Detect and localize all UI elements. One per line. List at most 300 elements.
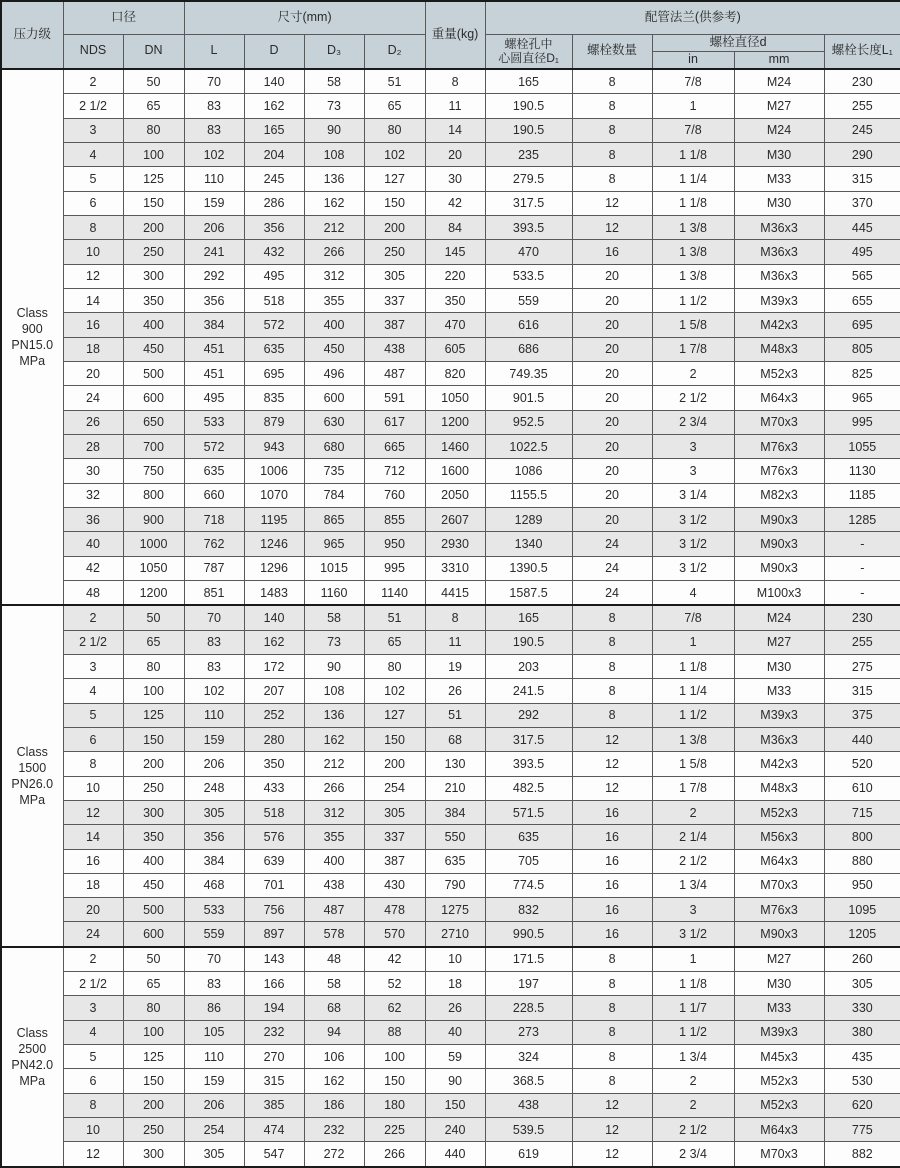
- cell: 20: [572, 410, 652, 434]
- cell: 430: [364, 873, 425, 897]
- cell: 245: [244, 167, 304, 191]
- cell: 7/8: [652, 118, 734, 142]
- cell: 20: [572, 459, 652, 483]
- cell: 350: [244, 752, 304, 776]
- cell: 312: [304, 800, 364, 824]
- table-row: [1, 94, 900, 118]
- cell: 433: [244, 776, 304, 800]
- cell: 58: [304, 69, 364, 94]
- cell: 1205: [824, 922, 900, 947]
- cell: 355: [304, 288, 364, 312]
- table-row: [1, 507, 900, 531]
- cell: M39x3: [734, 1020, 824, 1044]
- cell: 695: [244, 361, 304, 385]
- cell: 73: [304, 630, 364, 654]
- cell: 12: [63, 264, 123, 288]
- cell: 280: [244, 727, 304, 751]
- cell: 1200: [123, 580, 184, 605]
- table-row: [1, 1093, 900, 1117]
- cell: 51: [364, 69, 425, 94]
- table-row: [1, 1118, 900, 1142]
- cell: 518: [244, 288, 304, 312]
- cell: 1070: [244, 483, 304, 507]
- cell: M76x3: [734, 898, 824, 922]
- table-row: [1, 434, 900, 458]
- cell: M36x3: [734, 215, 824, 239]
- cell: 8: [572, 972, 652, 996]
- cell: 266: [304, 776, 364, 800]
- cell: 8: [63, 215, 123, 239]
- cell: 212: [304, 215, 364, 239]
- cell: 2 1/4: [652, 825, 734, 849]
- cell: 686: [485, 337, 572, 361]
- cell: 230: [824, 69, 900, 94]
- cell: 94: [304, 1020, 364, 1044]
- cell: 393.5: [485, 215, 572, 239]
- cell: 80: [123, 996, 184, 1020]
- cell: 451: [184, 361, 244, 385]
- cell: 4: [63, 679, 123, 703]
- cell: 639: [244, 849, 304, 873]
- cell: 10: [63, 1118, 123, 1142]
- cell: 14: [425, 118, 485, 142]
- cell: 1022.5: [485, 434, 572, 458]
- cell: 150: [123, 191, 184, 215]
- cell: 40: [63, 532, 123, 556]
- cell: 206: [184, 752, 244, 776]
- cell: M30: [734, 654, 824, 678]
- cell: 165: [244, 118, 304, 142]
- cell: 1200: [425, 410, 485, 434]
- cell: M27: [734, 630, 824, 654]
- table-row: [1, 240, 900, 264]
- cell: 18: [425, 972, 485, 996]
- cell: 3310: [425, 556, 485, 580]
- cell: 2 1/2: [63, 630, 123, 654]
- cell: 10: [63, 240, 123, 264]
- cell: 2930: [425, 532, 485, 556]
- cell: M90x3: [734, 507, 824, 531]
- pressure-class-line: Class: [16, 745, 48, 760]
- cell: 10: [425, 947, 485, 972]
- cell: 270: [244, 1045, 304, 1069]
- cell: 16: [572, 898, 652, 922]
- cell: 10: [63, 776, 123, 800]
- cell: 254: [184, 1118, 244, 1142]
- cell: 51: [364, 605, 425, 630]
- cell: 650: [123, 410, 184, 434]
- cell: 943: [244, 434, 304, 458]
- cell: 495: [244, 264, 304, 288]
- cell: 150: [364, 1069, 425, 1093]
- cell: M30: [734, 972, 824, 996]
- cell: 701: [244, 873, 304, 897]
- cell: 20: [572, 507, 652, 531]
- cell: 50: [123, 69, 184, 94]
- cell: 24: [572, 580, 652, 605]
- pressure-class-line: PN15.0: [11, 338, 54, 353]
- cell: 1 5/8: [652, 752, 734, 776]
- cell: 4: [63, 1020, 123, 1044]
- cell: 337: [364, 288, 425, 312]
- cell: 65: [364, 94, 425, 118]
- cell: 695: [824, 313, 900, 337]
- cell: 1050: [123, 556, 184, 580]
- cell: 1 1/8: [652, 972, 734, 996]
- cell: M52x3: [734, 361, 824, 385]
- cell: 712: [364, 459, 425, 483]
- table-row: [1, 483, 900, 507]
- cell: 787: [184, 556, 244, 580]
- cell: M64x3: [734, 849, 824, 873]
- cell: 102: [184, 142, 244, 166]
- cell: 166: [244, 972, 304, 996]
- cell: 368.5: [485, 1069, 572, 1093]
- cell: 162: [244, 630, 304, 654]
- cell: 20: [63, 898, 123, 922]
- cell: 1140: [364, 580, 425, 605]
- cell: 387: [364, 849, 425, 873]
- cell: 616: [485, 313, 572, 337]
- cell: 150: [364, 191, 425, 215]
- cell: 1155.5: [485, 483, 572, 507]
- cell: 272: [304, 1142, 364, 1167]
- cell: 2 1/2: [652, 849, 734, 873]
- cell: 605: [425, 337, 485, 361]
- cell: 2: [63, 605, 123, 630]
- cell: 235: [485, 142, 572, 166]
- cell: 635: [425, 849, 485, 873]
- table-row: [1, 191, 900, 215]
- cell: 90: [304, 118, 364, 142]
- cell: 995: [364, 556, 425, 580]
- cell: 12: [572, 1093, 652, 1117]
- cell: 2 3/4: [652, 410, 734, 434]
- cell: 59: [425, 1045, 485, 1069]
- cell: 203: [485, 654, 572, 678]
- table-row: [1, 898, 900, 922]
- cell: 4: [652, 580, 734, 605]
- cell: 1160: [304, 580, 364, 605]
- cell: 1600: [425, 459, 485, 483]
- cell: 705: [485, 849, 572, 873]
- cell: 80: [364, 654, 425, 678]
- cell: 2 1/2: [63, 94, 123, 118]
- cell: 16: [572, 240, 652, 264]
- cell: 384: [184, 313, 244, 337]
- cell: M30: [734, 142, 824, 166]
- pressure-class-line: PN26.0: [11, 777, 54, 792]
- cell: 756: [244, 898, 304, 922]
- cell: 40: [425, 1020, 485, 1044]
- cell: 1 1/8: [652, 142, 734, 166]
- cell: 194: [244, 996, 304, 1020]
- cell: 52: [364, 972, 425, 996]
- cell: 3: [652, 459, 734, 483]
- cell: 26: [425, 679, 485, 703]
- cell: 68: [304, 996, 364, 1020]
- cell: 102: [364, 679, 425, 703]
- cell: 305: [184, 800, 244, 824]
- cell: 165: [485, 605, 572, 630]
- cell: 26: [63, 410, 123, 434]
- cell: 20: [572, 313, 652, 337]
- cell: 12: [572, 752, 652, 776]
- cell: 48: [304, 947, 364, 972]
- cell: 232: [244, 1020, 304, 1044]
- cell: 474: [244, 1118, 304, 1142]
- cell: 8: [572, 118, 652, 142]
- cell: 90: [425, 1069, 485, 1093]
- header-bolt-qty: 螺栓数量: [572, 34, 652, 69]
- cell: 2: [63, 69, 123, 94]
- cell: 20: [572, 337, 652, 361]
- cell: 105: [184, 1020, 244, 1044]
- header-dn: DN: [123, 34, 184, 69]
- cell: 533: [184, 898, 244, 922]
- header-caliber-group: 口径: [63, 1, 184, 34]
- table-row: [1, 167, 900, 191]
- cell: 16: [572, 922, 652, 947]
- cell: 2: [63, 947, 123, 972]
- cell: 1000: [123, 532, 184, 556]
- cell: 8: [572, 94, 652, 118]
- cell: 805: [824, 337, 900, 361]
- table-row: [1, 873, 900, 897]
- table-row: [1, 849, 900, 873]
- cell: 370: [824, 191, 900, 215]
- cell: 162: [304, 727, 364, 751]
- cell: 100: [123, 679, 184, 703]
- table-row: [1, 727, 900, 751]
- cell: 84: [425, 215, 485, 239]
- cell: 292: [184, 264, 244, 288]
- cell: 879: [244, 410, 304, 434]
- cell: 530: [824, 1069, 900, 1093]
- cell: 400: [304, 313, 364, 337]
- cell: 1 1/2: [652, 1020, 734, 1044]
- cell: 36: [63, 507, 123, 531]
- cell: 200: [364, 215, 425, 239]
- cell: 145: [425, 240, 485, 264]
- cell: 150: [123, 1069, 184, 1093]
- cell: 435: [824, 1045, 900, 1069]
- cell: M27: [734, 947, 824, 972]
- cell: 16: [572, 825, 652, 849]
- cell: 6: [63, 1069, 123, 1093]
- cell: 8: [572, 1020, 652, 1044]
- table-row: [1, 776, 900, 800]
- header-unit-in: in: [652, 51, 734, 69]
- cell: 1460: [425, 434, 485, 458]
- cell: 20: [572, 386, 652, 410]
- cell: 290: [824, 142, 900, 166]
- cell: 387: [364, 313, 425, 337]
- cell: 350: [123, 825, 184, 849]
- cell: 393.5: [485, 752, 572, 776]
- cell: M48x3: [734, 337, 824, 361]
- cell: 252: [244, 703, 304, 727]
- cell: 3: [63, 996, 123, 1020]
- cell: M24: [734, 118, 824, 142]
- cell: 19: [425, 654, 485, 678]
- table-row: [1, 337, 900, 361]
- cell: 950: [364, 532, 425, 556]
- table-row: [1, 605, 900, 630]
- cell: 440: [824, 727, 900, 751]
- pressure-class-line: MPa: [19, 1073, 46, 1088]
- cell: 12: [572, 1118, 652, 1142]
- cell: 12: [572, 727, 652, 751]
- cell: 450: [123, 337, 184, 361]
- cell: 1 1/2: [652, 703, 734, 727]
- cell: 32: [63, 483, 123, 507]
- cell: -: [824, 556, 900, 580]
- cell: 86: [184, 996, 244, 1020]
- cell: 600: [123, 922, 184, 947]
- cell: 7/8: [652, 69, 734, 94]
- cell: 617: [364, 410, 425, 434]
- cell: 1 3/8: [652, 240, 734, 264]
- cell: 8: [572, 654, 652, 678]
- cell: 1195: [244, 507, 304, 531]
- cell: 70: [184, 605, 244, 630]
- cell: 172: [244, 654, 304, 678]
- cell: 292: [485, 703, 572, 727]
- cell: 273: [485, 1020, 572, 1044]
- cell: 8: [63, 752, 123, 776]
- cell: 3 1/2: [652, 532, 734, 556]
- cell: 20: [572, 288, 652, 312]
- header-col-l: L: [184, 34, 244, 69]
- cell: 80: [123, 654, 184, 678]
- cell: 65: [123, 972, 184, 996]
- cell: 150: [364, 727, 425, 751]
- cell: 190.5: [485, 630, 572, 654]
- cell: 11: [425, 94, 485, 118]
- cell: 2: [652, 800, 734, 824]
- cell: M36x3: [734, 264, 824, 288]
- cell: 110: [184, 167, 244, 191]
- cell: 995: [824, 410, 900, 434]
- pressure-class-line: Class: [16, 1025, 48, 1040]
- cell: 660: [184, 483, 244, 507]
- cell: 1015: [304, 556, 364, 580]
- cell: 11: [425, 630, 485, 654]
- cell: 30: [63, 459, 123, 483]
- cell: M42x3: [734, 752, 824, 776]
- cell: M90x3: [734, 556, 824, 580]
- cell: 865: [304, 507, 364, 531]
- cell: 12: [572, 776, 652, 800]
- cell: 1 7/8: [652, 776, 734, 800]
- pressure-class-line: Class: [16, 306, 48, 321]
- cell: 5: [63, 1045, 123, 1069]
- cell: 3: [652, 434, 734, 458]
- cell: 83: [184, 630, 244, 654]
- cell: 880: [824, 849, 900, 873]
- cell: 965: [304, 532, 364, 556]
- pressure-class-cell: [1, 605, 63, 947]
- cell: 24: [572, 556, 652, 580]
- cell: 539.5: [485, 1118, 572, 1142]
- cell: M76x3: [734, 434, 824, 458]
- cell: 18: [63, 337, 123, 361]
- cell: 790: [425, 873, 485, 897]
- cell: 851: [184, 580, 244, 605]
- cell: 186: [304, 1093, 364, 1117]
- cell: 356: [184, 825, 244, 849]
- cell: 380: [824, 1020, 900, 1044]
- header-col-d2: D₂: [364, 34, 425, 69]
- cell: 1285: [824, 507, 900, 531]
- cell: 518: [244, 800, 304, 824]
- cell: 440: [425, 1142, 485, 1167]
- cell: 212: [304, 752, 364, 776]
- cell: 600: [304, 386, 364, 410]
- cell: 83: [184, 972, 244, 996]
- cell: M42x3: [734, 313, 824, 337]
- cell: 65: [364, 630, 425, 654]
- cell: 2710: [425, 922, 485, 947]
- cell: 495: [824, 240, 900, 264]
- cell: 250: [123, 240, 184, 264]
- cell: M76x3: [734, 459, 824, 483]
- header-nds: NDS: [63, 34, 123, 69]
- cell: 83: [184, 94, 244, 118]
- cell: M33: [734, 679, 824, 703]
- cell: 108: [304, 142, 364, 166]
- cell: 400: [123, 849, 184, 873]
- cell: 1130: [824, 459, 900, 483]
- table-row: [1, 800, 900, 824]
- cell: 260: [824, 947, 900, 972]
- pressure-class-line: MPa: [19, 793, 46, 808]
- cell: 300: [123, 1142, 184, 1167]
- cell: 715: [824, 800, 900, 824]
- cell: 200: [123, 1093, 184, 1117]
- cell: 500: [123, 361, 184, 385]
- cell: 190.5: [485, 118, 572, 142]
- table-body: [1, 69, 900, 1167]
- cell: 315: [824, 167, 900, 191]
- cell: 800: [824, 825, 900, 849]
- cell: 12: [63, 1142, 123, 1167]
- cell: M24: [734, 605, 824, 630]
- cell: 438: [485, 1093, 572, 1117]
- cell: 591: [364, 386, 425, 410]
- cell: 171.5: [485, 947, 572, 972]
- cell: M70x3: [734, 410, 824, 434]
- cell: 230: [824, 605, 900, 630]
- cell: M90x3: [734, 532, 824, 556]
- cell: 385: [244, 1093, 304, 1117]
- cell: 206: [184, 215, 244, 239]
- cell: 495: [184, 386, 244, 410]
- cell: 100: [123, 142, 184, 166]
- cell: 2 3/4: [652, 1142, 734, 1167]
- pressure-class-line: 900: [21, 322, 43, 337]
- cell: 8: [572, 947, 652, 972]
- cell: M36x3: [734, 727, 824, 751]
- cell: 1095: [824, 898, 900, 922]
- table-row: [1, 264, 900, 288]
- cell: 1: [652, 630, 734, 654]
- cell: 432: [244, 240, 304, 264]
- cell: 8: [572, 142, 652, 166]
- cell: 28: [63, 434, 123, 458]
- cell: 88: [364, 1020, 425, 1044]
